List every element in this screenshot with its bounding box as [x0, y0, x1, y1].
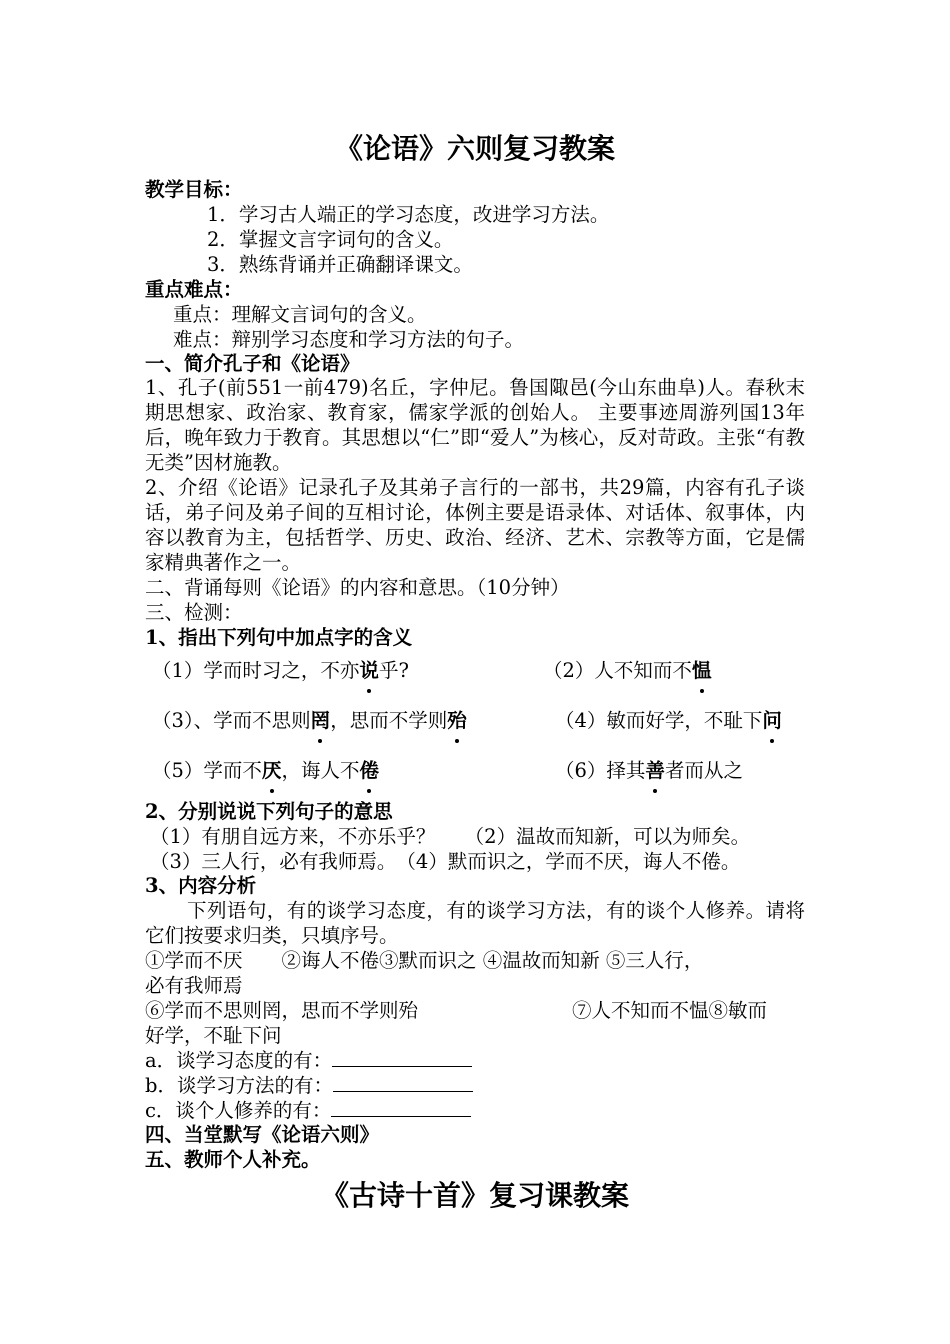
confucius-intro-paragraph: 1、孔子(前551一前479)名丘，字仲尼。鲁国陬邑(今山东曲阜)人。春秋末期思想家、政治家、教育家，儒家学派的创始人。 主要事迹周游列国13年后，晚年致力于教育。其思想以“仁”即“爱人”为核心，反对苛政。主张“有教无类”因材施教。 [145, 376, 805, 474]
q3-intro: 下列语句，有的谈学习态度，有的谈学习方法，有的谈个人修养。请将它们按要求归类，只填序号。 [145, 899, 805, 947]
answer-row-method: b．谈学习方法的有： [145, 1073, 815, 1098]
q1-item-4: （4）敏而好学，不耻下问 [555, 709, 782, 732]
objective-item: 3．熟练背诵并正确翻译课文。 [207, 253, 473, 276]
difficult-point: 难点：辩别学习态度和学习方法的句子。 [173, 328, 525, 351]
q3-options-line: ⑥学而不思则罔，思而不学则殆 [145, 999, 419, 1022]
q1-item-2: （2）人不知而不愠 [543, 659, 712, 682]
answer-row-attitude: a．谈学习态度的有： [145, 1048, 815, 1073]
q2-heading: 2、分别说说下列句子的意思 [145, 800, 393, 823]
q2-line: （1）有朋自远方来，不亦乐乎？ （2）温故而知新，可以为师矣。 [150, 825, 751, 848]
section1-heading: 一、简介孔子和《论语》 [145, 352, 360, 375]
q3-options-line: 必有我师焉 [145, 974, 243, 997]
objectives-heading: 教学目标： [145, 178, 243, 201]
q1-item-6: （6）择其善者而从之 [555, 759, 743, 782]
objective-item: 1．学习古人端正的学习态度，改进学习方法。 [207, 203, 610, 226]
q3-heading: 3、内容分析 [145, 874, 257, 897]
second-document-title: 《古诗十首》复习课教案 [320, 1179, 629, 1212]
q1-item-5: （5）学而不厌，诲人不倦 [152, 759, 379, 782]
objective-item: 2．掌握文言字词句的含义。 [207, 228, 454, 251]
q2-line: （3）三人行，必有我师焉。 （4）默而识之，学而不厌，诲人不倦。 [150, 850, 741, 873]
q3-options-line: 好学，不耻下问 [145, 1024, 282, 1047]
section2-heading: 二、背诵每则《论语》的内容和意思。（10分钟） [145, 576, 570, 599]
section3-heading: 三、检测： [145, 601, 243, 624]
section4-heading: 四、当堂默写《论语六则》 [145, 1123, 380, 1146]
answer-row-cultivation: c．谈个人修养的有： [145, 1098, 815, 1123]
q1-item-3: （3）、学而不思则罔，思而不学则殆 [152, 709, 467, 732]
answer-blank[interactable] [332, 1048, 472, 1067]
q3-options-line: ⑦人不知而不愠⑧敏而 [572, 999, 768, 1022]
analects-intro-paragraph: 2、介绍《论语》记录孔子及其弟子言行的一部书，共29篇，内容有孔子谈话，弟子问及弟子间的互相讨论，体例主要是语录体、对话体、叙事体，内容以教育为主，包括哲学、历史、政治、经济、艺术、宗教等方面，它是儒家精典著作之一。 [145, 476, 805, 574]
document-title: 《论语》六则复习教案 [334, 132, 615, 165]
answer-blank[interactable] [331, 1098, 471, 1117]
key-point: 重点：理解文言词句的含义。 [173, 303, 427, 326]
q1-heading: 1、指出下列句中加点字的含义 [145, 626, 413, 649]
q3-options-line: ①学而不厌 ②诲人不倦③默而识之 ④温故而知新 ⑤三人行， [145, 949, 704, 972]
keypoints-heading: 重点难点： [145, 278, 243, 301]
section5-heading: 五、教师个人补充。 [145, 1148, 321, 1171]
q1-item-1: （1）学而时习之，不亦说乎? [152, 659, 409, 682]
answer-blank[interactable] [333, 1073, 473, 1092]
